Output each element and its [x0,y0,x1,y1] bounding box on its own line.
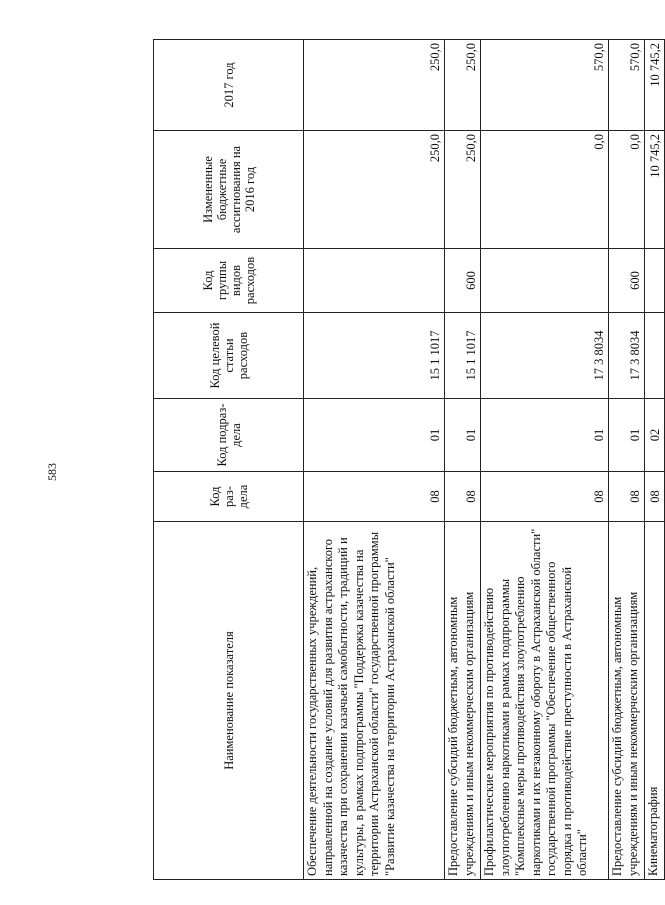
header-target: Код целевой статьи расходов [154,313,304,399]
row-name: Обеспечение деятельности государственных учреждений, направленной на создание условий для развития астраханского казачества при сохранении казачьей самобытности, традиций и культуры, в рамках подпрограммы "Поддержка казачества на территории Астраханской области" государственной программы "Развитие казачества на территории Астраханской области" [304,522,445,880]
row-target [645,313,665,399]
row-name: Кинематография [645,522,665,880]
table-row [304,40,445,880]
header-podrazdel: Код подраз-дела [154,399,304,472]
row-2017: 570,0 [609,40,645,131]
row-razdel: 08 [645,472,665,522]
row-group: 600 [445,249,481,313]
row-changed: 250,0 [304,131,445,249]
rotated-table-container [153,40,662,880]
row-2017: 10 745,2 [645,40,665,131]
row-2017: 570,0 [481,40,609,131]
table-row [445,40,481,880]
header-changed: Измененные бюджетные ассигнования на 2016 год [154,131,304,249]
row-podrazdel: 02 [645,399,665,472]
row-changed: 0,0 [609,131,645,249]
budget-table [153,39,665,880]
row-podrazdel: 01 [445,399,481,472]
row-group [645,249,665,313]
row-target: 15 1 1017 [304,313,445,399]
page-number: 583 [45,463,59,481]
table-row [481,40,609,880]
row-target: 17 3 8034 [481,313,609,399]
row-name: Предоставление субсидий бюджетным, автономным учреждениям и иным некоммерческим организациям [445,522,481,880]
row-razdel: 08 [304,472,445,522]
row-razdel: 08 [481,472,609,522]
row-2017: 250,0 [445,40,481,131]
table-row [609,40,645,880]
table-header-row [154,40,304,880]
row-razdel: 08 [609,472,645,522]
row-podrazdel: 01 [609,399,645,472]
header-name: Наименование показателя [154,522,304,880]
row-target: 17 3 8034 [609,313,645,399]
row-group [304,249,445,313]
row-target: 15 1 1017 [445,313,481,399]
row-group [481,249,609,313]
row-razdel: 08 [445,472,481,522]
row-name: Профилактические мероприятия по противодействию злоупотреблению наркотиками в рамках подпрограммы "Комплексные меры противодействия злоупотреблению наркотиками и их незаконному обороту в Астраханской области" государственной программы "Обеспечение общественного порядка и противодействие преступности в Астраханской области" [481,522,609,880]
row-2017: 250,0 [304,40,445,131]
row-podrazdel: 01 [304,399,445,472]
row-changed: 250,0 [445,131,481,249]
header-2017: 2017 год [154,40,304,131]
row-name: Предоставление субсидий бюджетным, автономным учреждениям и иным некоммерческим организациям [609,522,645,880]
row-podrazdel: 01 [481,399,609,472]
row-changed: 0,0 [481,131,609,249]
header-razdel: Код раз-дела [154,472,304,522]
row-group: 600 [609,249,645,313]
header-group: Код группы видов расходов [154,249,304,313]
table-row [645,40,665,880]
row-changed: 10 745,2 [645,131,665,249]
